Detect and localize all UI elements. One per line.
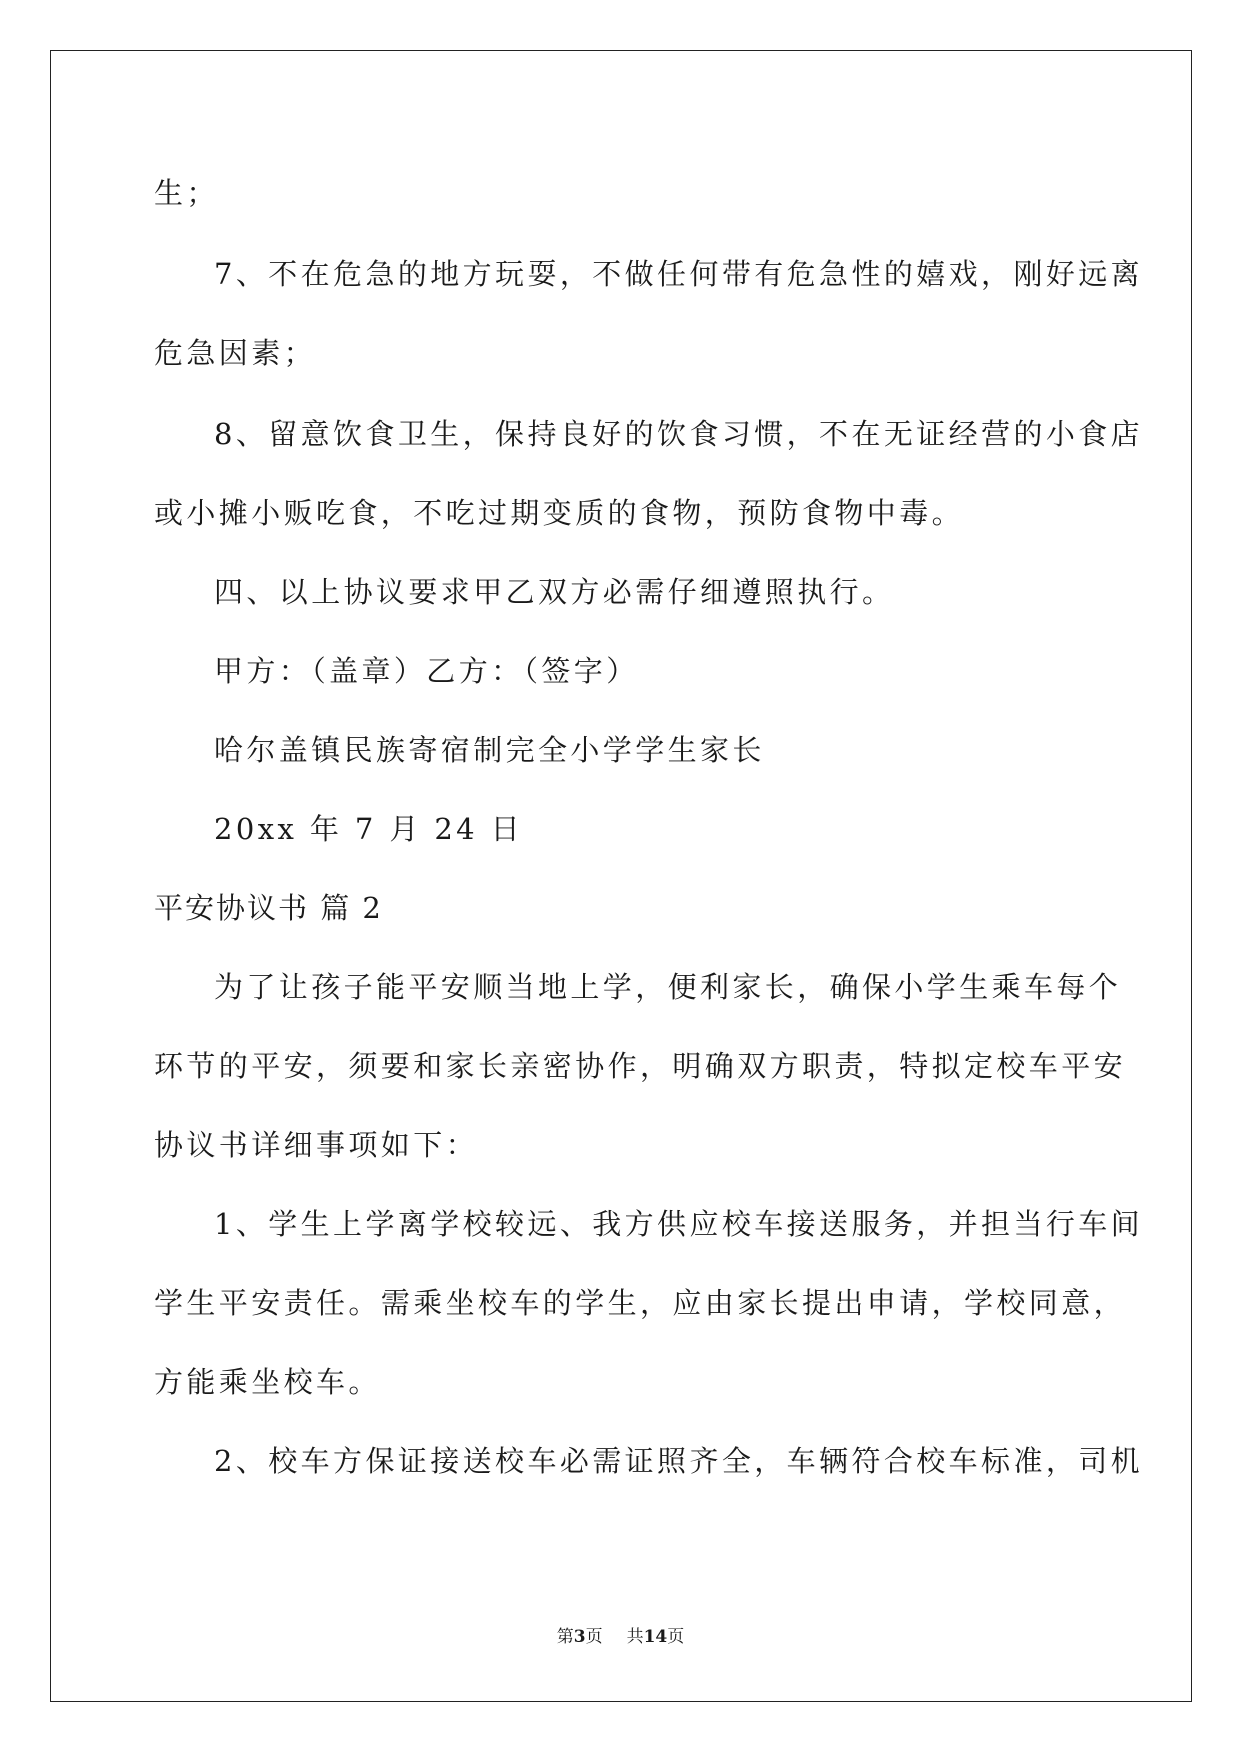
body-line: 1、学生上学离学校较远、我方供应校车接送服务，并担当行车间 bbox=[214, 1207, 1144, 1241]
body-line: 哈尔盖镇民族寄宿制完全小学学生家长 bbox=[214, 733, 765, 767]
footer-page-number: 3 bbox=[573, 1627, 586, 1647]
section-heading: 平安协议书 篇 2 bbox=[154, 891, 383, 925]
body-line: 危急因素； bbox=[154, 336, 317, 370]
body-line: 学生平安责任。需乘坐校车的学生，应由家长提出申请，学校同意， bbox=[154, 1286, 1127, 1320]
body-line: 协议书详细事项如下： bbox=[154, 1128, 479, 1162]
footer-total-pages: 14 bbox=[643, 1627, 668, 1647]
body-line: 2、校车方保证接送校车必需证照齐全，车辆符合校车标准，司机 bbox=[214, 1444, 1144, 1478]
body-line: 环节的平安，须要和家长亲密协作，明确双方职责，特拟定校车平安 bbox=[154, 1049, 1127, 1083]
date-line: 20xx 年 7 月 24 日 bbox=[214, 812, 524, 846]
body-line: 方能乘坐校车。 bbox=[154, 1365, 381, 1399]
signature-line: 甲方：（盖章）乙方：（签字） bbox=[214, 654, 639, 688]
body-line: 8、留意饮食卫生，保持良好的饮食习惯，不在无证经营的小食店 bbox=[214, 417, 1144, 451]
body-line: 7、不在危急的地方玩耍，不做任何带有危急性的嬉戏，刚好远离 bbox=[214, 257, 1144, 291]
body-line: 或小摊小贩吃食，不吃过期变质的食物，预防食物中毒。 bbox=[154, 496, 965, 530]
body-line: 四、以上协议要求甲乙双方必需仔细遵照执行。 bbox=[214, 575, 895, 609]
footer-total-suffix: 页 bbox=[667, 1627, 685, 1647]
footer-page-suffix: 页 bbox=[585, 1627, 603, 1647]
body-line: 生； bbox=[154, 176, 219, 210]
page-footer bbox=[0, 1626, 1241, 1648]
footer-page-prefix: 第 bbox=[556, 1627, 574, 1647]
body-line: 为了让孩子能平安顺当地上学，便利家长，确保小学生乘车每个 bbox=[214, 970, 1122, 1004]
footer-total-prefix: 共 bbox=[626, 1627, 644, 1647]
